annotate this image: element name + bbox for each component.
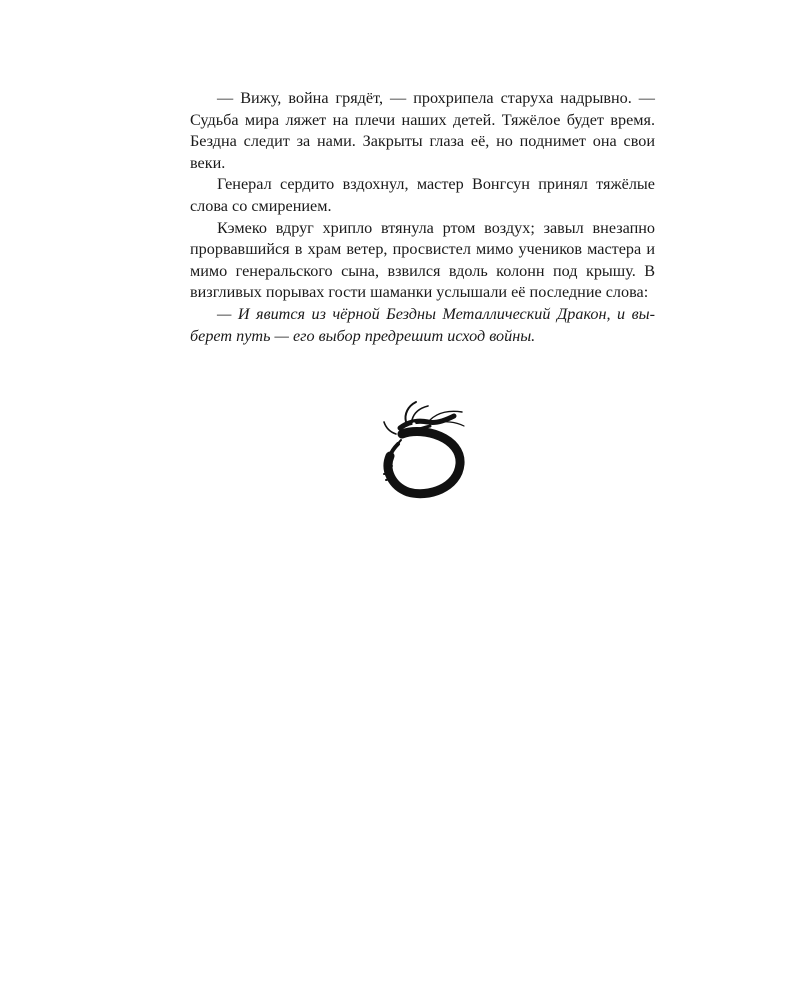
paragraph-wind: Кэмеко вдруг хрипло втянула ртом воздух; завыл внезапно прорвавшийся в храм ветер, просвистел мимо учеников мастера и мимо генеральского сына, взвился вдоль колонн под крышу. В визгливых порывах гости шаманки услышали её последние слова: — [190, 218, 655, 302]
paragraph-prophecy: — Вижу, война грядёт, — прохрипела старуха надрывно. — Судьба мира ляжет на плечи наших детей. Тяжёлое будет время. Бездна следит за нами. Закрыты глаза её, но поднимет она свои веки. — [190, 89, 655, 172]
text-block — [190, 88, 655, 347]
paragraph-general: Генерал сердито вздохнул, мастер Вонгсун принял тяжёлые слова со смирением. — [190, 175, 655, 215]
paragraph-last-words: — И явится из чёрной Бездны Металлический Дракон, и выберет путь — его выбор предрешит исход войны. — [190, 304, 655, 345]
dragon-ouroboros-icon — [372, 398, 468, 502]
